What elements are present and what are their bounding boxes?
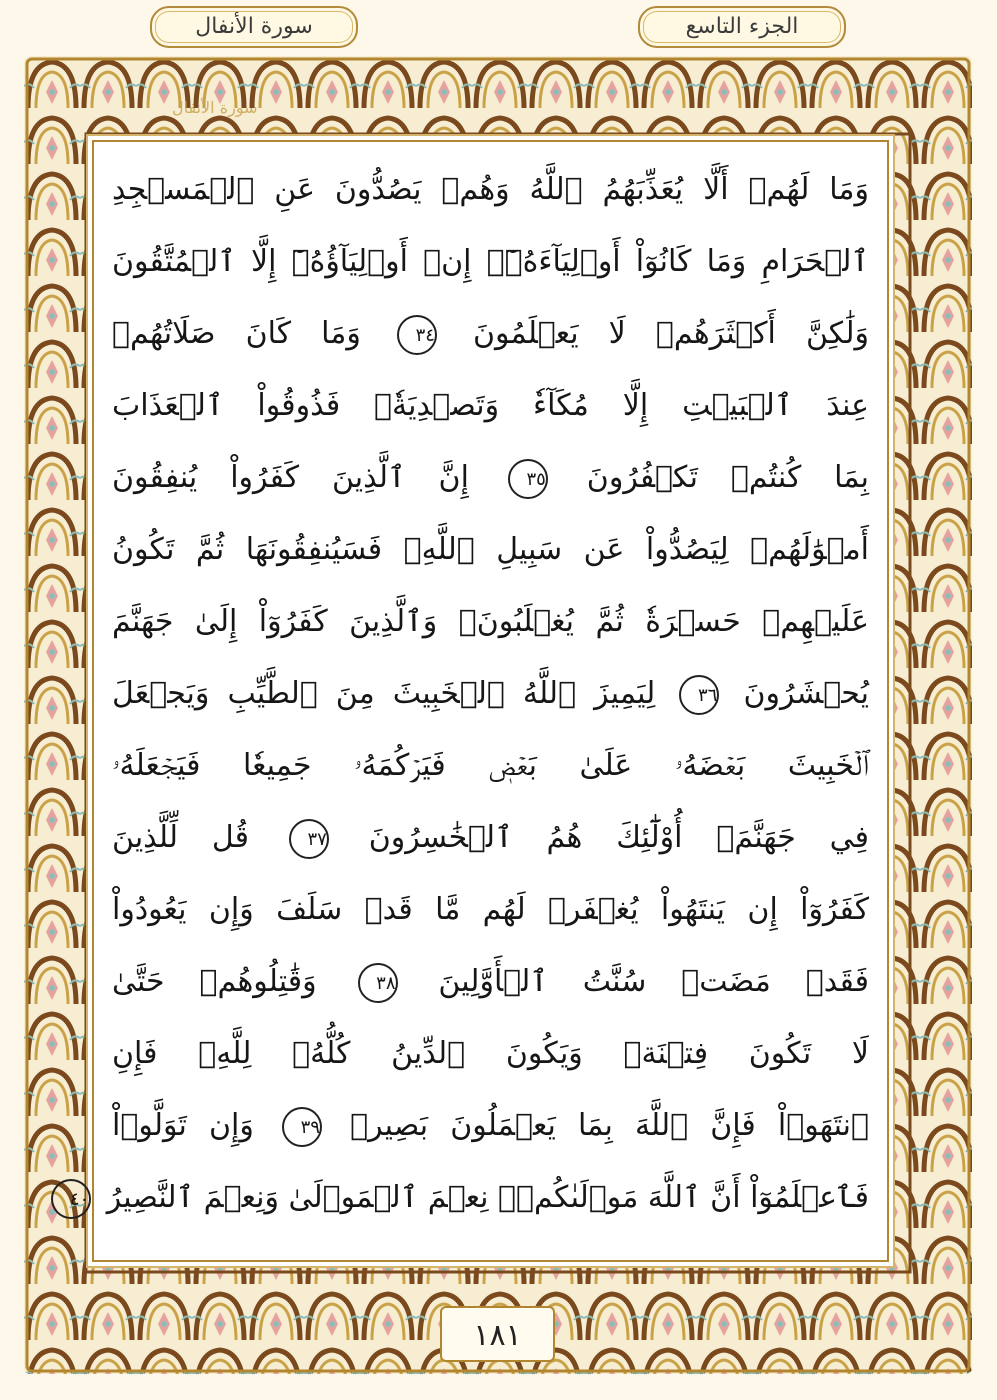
verse-text: أَمۡوَٰلَهُمۡ لِيَصُدُّواْ عَن سَبِيلِ ٱللَّهِۚ فَسَيُنفِقُونَهَا ثُمَّ تَكُونُ xyxy=(112,532,869,567)
ayah-number-marker: ٣٧ xyxy=(289,819,329,859)
ayah-number-marker: ٣٥ xyxy=(508,459,548,499)
verse-text-before: وَلَٰكِنَّ أَكۡثَرَهُمۡ لَا يَعۡلَمُونَ xyxy=(472,316,869,351)
verse-text-before: بِمَا كُنتُمۡ تَكۡفُرُونَ xyxy=(586,460,870,495)
verse-line xyxy=(112,952,869,1012)
quran-text-panel xyxy=(69,140,889,1262)
verse-text-before: فِي جَهَنَّمَۚ أُوْلَٰٓئِكَ هُمُ ٱلۡخَٰسِرُونَ xyxy=(368,820,869,855)
verse-line xyxy=(112,376,869,436)
verse-text-before: فَقَدۡ مَضَتۡ سُنَّتُ ٱلۡأَوَّلِينَ xyxy=(438,964,869,999)
juz-header-label: الجزء التاسع xyxy=(638,6,846,48)
verse-text: كَفَرُوٓاْ إِن يَنتَهُواْ يُغۡفَرۡ لَهُم مَّا قَدۡ سَلَفَ وَإِن يَعُودُواْ xyxy=(112,892,869,927)
page-number: ١٨١ xyxy=(440,1306,555,1362)
verse-text-before: فَٱعۡلَمُوٓاْ أَنَّ ٱللَّهَ مَوۡلَىٰكُمۡۚ نِعۡمَ ٱلۡمَوۡلَىٰ وَنِعۡمَ ٱلنَّصِيرُ xyxy=(106,1180,869,1215)
verse-text-after: وَإِن تَوَلَّوۡاْ xyxy=(112,1108,254,1143)
verse-line xyxy=(112,304,869,364)
verse-line xyxy=(112,1024,869,1084)
verse-text: ٱلۡخَبِيثَ بَعۡضَهُۥ عَلَىٰ بَعۡضٖ فَيَرۡكُمَهُۥ جَمِيعٗا فَيَجۡعَلَهُۥ xyxy=(112,748,869,783)
ayah-number-marker: ٤٠ xyxy=(51,1179,91,1219)
verse-text: ٱلۡحَرَامِ وَمَا كَانُوٓاْ أَوۡلِيَآءَهُۥٓۚ إِنۡ أَوۡلِيَآؤُهُۥٓ إِلَّا ٱلۡمُتَّقُونَ xyxy=(112,244,869,279)
verse-text: وَمَا لَهُمۡ أَلَّا يُعَذِّبَهُمُ ٱللَّهُ وَهُمۡ يَصُدُّونَ عَنِ ٱلۡمَسۡجِدِ xyxy=(112,172,869,207)
ayah-number-marker: ٣٤ xyxy=(397,315,437,355)
verse-text-after: لِيَمِيزَ ٱللَّهُ ٱلۡخَبِيثَ مِنَ ٱلطَّيِّبِ وَيَجۡعَلَ xyxy=(112,676,656,711)
verse-text: عِندَ ٱلۡبَيۡتِ إِلَّا مُكَآءٗ وَتَصۡدِيَةٗۚ فَذُوقُواْ ٱلۡعَذَابَ xyxy=(112,388,869,423)
verse-line xyxy=(112,160,869,220)
verse-line xyxy=(112,448,869,508)
verse-text-after: قُل لِّلَّذِينَ xyxy=(112,820,249,855)
verse-line xyxy=(69,1168,869,1228)
verse-line xyxy=(112,664,869,724)
verse-text: لَا تَكُونَ فِتۡنَةٞ وَيَكُونَ ٱلدِّينُ كُلُّهُۥ لِلَّهِۚ فَإِنِ xyxy=(112,1036,869,1071)
verse-line xyxy=(112,232,869,292)
verse-text-after: وَمَا كَانَ صَلَاتُهُمۡ xyxy=(112,316,361,351)
verse-line xyxy=(112,736,869,796)
verse-text-after: إِنَّ ٱلَّذِينَ كَفَرُواْ يُنفِقُونَ xyxy=(112,460,469,495)
surah-header-label: سورة الأنفال xyxy=(150,6,358,48)
verse-line xyxy=(112,592,869,652)
verse-line xyxy=(112,520,869,580)
verse-text: عَلَيۡهِمۡ حَسۡرَةٗ ثُمَّ يُغۡلَبُونَۗ وَٱلَّذِينَ كَفَرُوٓاْ إِلَىٰ جَهَنَّمَ xyxy=(112,604,869,639)
verse-line xyxy=(112,1096,869,1156)
ayah-number-marker: ٣٦ xyxy=(679,675,719,715)
verse-line xyxy=(112,808,869,868)
verse-text-after: وَقَٰتِلُوهُمۡ حَتَّىٰ xyxy=(112,964,317,999)
verse-text-before: يُحۡشَرُونَ xyxy=(743,676,869,711)
verse-text-before: ٱنتَهَوۡاْ فَإِنَّ ٱللَّهَ بِمَا يَعۡمَلُونَ بَصِيرٞ xyxy=(350,1108,869,1143)
surah-watermark: سورة الأنفال xyxy=(172,98,258,117)
verse-line xyxy=(112,880,869,940)
ayah-number-marker: ٣٩ xyxy=(282,1107,322,1147)
ayah-number-marker: ٣٨ xyxy=(358,963,398,1003)
